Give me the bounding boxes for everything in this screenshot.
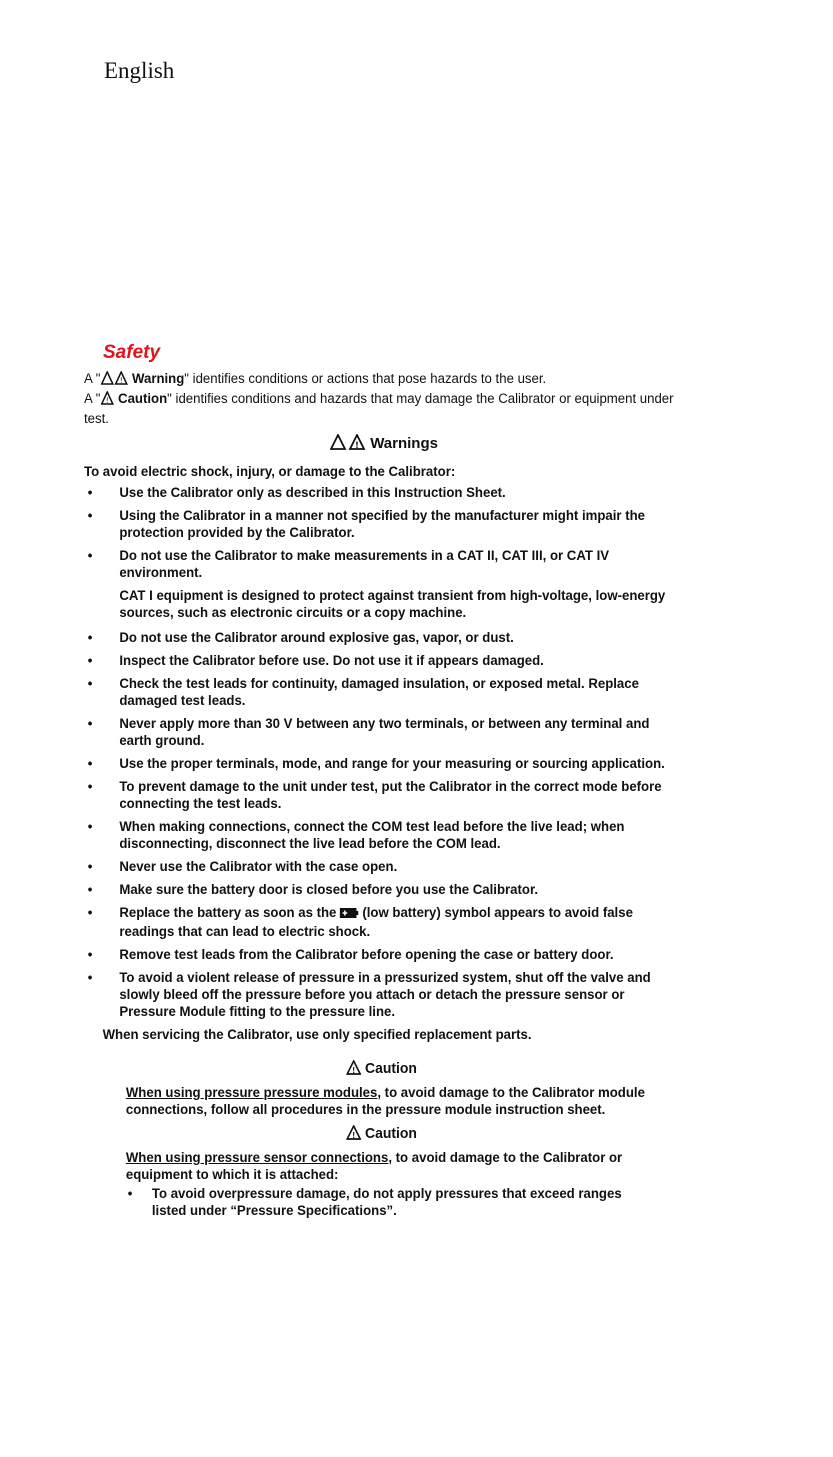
list-item: • To avoid overpressure damage, do not apply pressures that exceed ranges listed under “Pressure Specifications”. xyxy=(126,1186,647,1220)
caution-triangle-icon xyxy=(100,391,114,410)
list-item: • Do not use the Calibrator to make measurements in a CAT II, CAT III, or CAT IV environment. xyxy=(84,548,679,582)
warnings-list xyxy=(84,485,679,582)
warnings-body xyxy=(84,464,679,1220)
caution-text-1: When using pressure pressure modules, to avoid damage to the Calibrator module connections, follow all procedures in the pressure module instruction sheet. xyxy=(125,1085,645,1118)
list-item: • Remove test leads from the Calibrator before opening the case or battery door. xyxy=(84,947,679,964)
warning-label: Warning xyxy=(132,371,185,387)
list-item: • Do not use the Calibrator around explosive gas, vapor, or dust. xyxy=(84,630,679,647)
caution-triangle-icon xyxy=(346,1060,361,1079)
list-item: • Use the proper terminals, mode, and range for your measuring or sourcing application. xyxy=(84,756,679,773)
caution-text-2: When using pressure sensor connections, to avoid damage to the Calibrator or equipment to which it is attached: • To avoid overpressure damage, do not apply pressures that exceed ranges listed under “Pressure Specifications”. xyxy=(126,1150,647,1220)
svg-text:!: ! xyxy=(119,375,123,385)
warnings-heading: ! Warnings xyxy=(84,434,684,454)
list-item: • When making connections, connect the COM test lead before the live lead; when disconnecting, disconnect the live lead before the COM lead. xyxy=(84,819,679,853)
warnings-list-continued xyxy=(84,630,679,1021)
caution-definition: A " ! Caution" identifies conditions and hazards that may damage the Calibrator or equipment under test. xyxy=(84,391,674,427)
cat-note: CAT I equipment is designed to protect against transient from high-voltage, low-energy sources, such as electronic circuits or a copy machine. xyxy=(119,588,666,621)
svg-text:!: ! xyxy=(105,395,109,405)
list-item-battery: • Replace the battery as soon as the (low battery) symbol appears to avoid false readings that can lead to electric shock. xyxy=(84,905,679,941)
safety-title: Safety xyxy=(103,342,161,363)
caution-triangle-icon xyxy=(346,1125,361,1144)
svg-text:!: ! xyxy=(355,441,359,450)
list-item: • Never use the Calibrator with the case open. xyxy=(84,859,679,876)
caution-heading-1: ! Caution xyxy=(84,1060,679,1079)
list-item: • Check the test leads for continuity, damaged insulation, or exposed metal. Replace damaged test leads. xyxy=(84,676,679,710)
svg-text:!: ! xyxy=(352,1130,356,1140)
low-battery-icon xyxy=(340,907,359,924)
warnings-triangle-icon xyxy=(330,434,366,454)
caution-1-underlined: When using pressure pressure modules xyxy=(125,1085,378,1101)
svg-text:!: ! xyxy=(352,1065,356,1075)
warning-triangle-icon xyxy=(100,371,128,390)
list-item: • Make sure the battery door is closed before you use the Calibrator. xyxy=(84,882,679,899)
list-item: • Never apply more than 30 V between any two terminals, or between any terminal and earth ground. xyxy=(84,716,679,750)
list-item: • Use the Calibrator only as described in this Instruction Sheet. xyxy=(84,485,679,502)
list-item: • Inspect the Calibrator before use. Do not use it if appears damaged. xyxy=(84,653,679,670)
warnings-lead: To avoid electric shock, injury, or damage to the Calibrator: xyxy=(84,464,456,480)
list-item: • Using the Calibrator in a manner not specified by the manufacturer might impair the protection provided by the Calibrator. xyxy=(84,508,679,542)
caution-heading-2: ! Caution xyxy=(84,1125,679,1144)
caution-list xyxy=(126,1186,647,1220)
closing-note: When servicing the Calibrator, use only specified replacement parts. xyxy=(102,1027,532,1043)
caution-label: Caution xyxy=(118,391,168,407)
safety-section xyxy=(84,342,684,1220)
language-label: English xyxy=(104,58,175,83)
warning-definition: A " ! Warning" identifies conditions or actions that pose hazards to the user. xyxy=(84,370,679,390)
caution-2-underlined: When using pressure sensor connections xyxy=(125,1150,389,1166)
list-item: • To avoid a violent release of pressure in a pressurized system, shut off the valve and slowly bleed off the pressure before you attach or detach the pressure sensor or Pressure Module fitting to the pressure line. xyxy=(84,970,679,1021)
list-item: • To prevent damage to the unit under test, put the Calibrator in the correct mode before connecting the test leads. xyxy=(84,779,679,813)
